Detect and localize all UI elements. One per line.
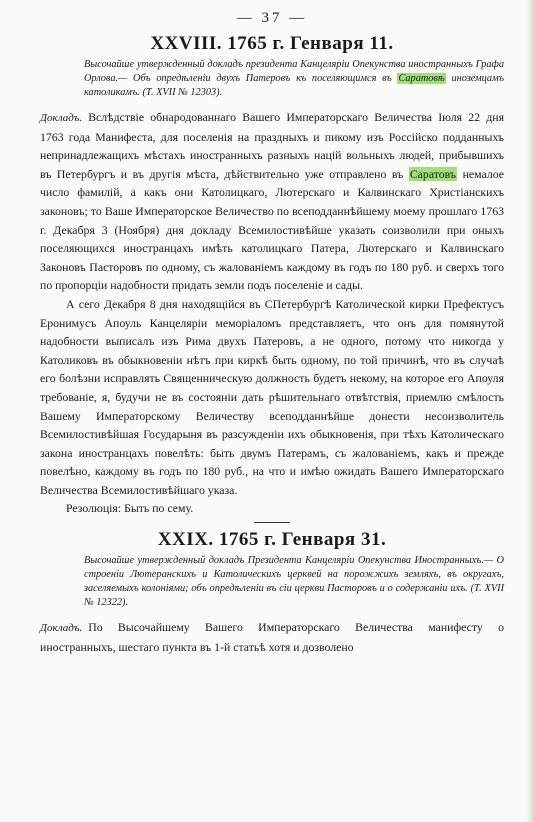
document-summary-xxviii	[84, 58, 504, 100]
highlighted-word: Саратовъ	[409, 166, 457, 181]
summary-text: иноземцамъ католикамъ. (Т. XVII № 12303).	[84, 73, 504, 98]
document-heading-xxix: XXIX. 1765 г. Генваря 31.	[157, 529, 387, 551]
summary-text: Высочайше утвержденный докладъ президента Канцеляріи Опекунства иностранныхъ Графа Орлова.— Объ опредѣленіи двухъ Патеровъ къ поселяющимся въ	[84, 59, 504, 84]
report-paragraph: А сего Декабря 8 дня находящійся въ СПетербургѣ Католической кирки Префектусъ Еронимусъ Апоуль Канцеляріи меморіаломъ представляетъ, что онъ для помянутой надобности выписалъ изъ Рима двухъ Патеровъ, а не одного, потому что никогда у Католиковъ въ обыкновеніи нѣтъ при киркѣ быть одному, по той причинѣ, что въ случаѣ его болѣзни исправлять Священническую должность будетъ некому, на которое его Апоуля требованіе, я, будучи не въ состояніи дать рѣшительнаго отвѣтствія, приемлю смѣлость Вашему Императорскому Величеству всеподданнѣйше донести несоизволитель Всемилостивѣйшая Государыня въ разсужденіи ихъ обыкновенія, при тѣхъ Католическаго закона иностранцахъ повелѣть: быть двумъ Патерамъ, съ жалованіемъ, какъ и прежде повелѣно, каждому въ годъ по 180 руб., на что и имѣю ожидать Вашего Императорскаго Величества Всемилостивѣйшаго указа.	[40, 296, 504, 497]
paragraph-text: Вслѣдствіе обнародованнаго Вашего Императорскаго Величества Іюля 22 дня 1763 года Манифеста, для поселенія на праздныхъ и пикому изъ Россійско подданныхъ непринадлежащихъ мѣстахъ иностранныхъ разныхъ націй вольныхъ людей, прибывшихъ въ Петербургъ и въ другія мѣста, дѣйствительно уже отправлено въ	[40, 110, 504, 181]
paragraph-text: немалое число фамилій, а какъ они Католицкаго, Лютерскаго и Калвинскаго Христіанскихъ законовъ; то Ваше Императорское Величество по всеподданнѣйшему моему прошлаго 1763 г. Декабря 3 (Ноября) дня докладу Всемилостивѣйше указать соизволили при оныхъ поселяющихся иностранцахъ имѣть католицкаго Патера, Лютерскаго и Калвинскаго Законовъ Пасторовъ по одному, съ жалованіемъ каждому въ годъ по 180 руб. и сверхъ того по пропорціи надобности придать земли подъ поселеніе и сады.	[40, 166, 505, 293]
report-paragraph	[40, 108, 504, 295]
section-tag: Докладъ.	[40, 112, 83, 124]
paragraph-text: По Высочайшему Вашего Императорскаго Величества манифесту о иностранныхъ, шестаго пункта въ 1-й статьѣ хотя и дозволено	[40, 620, 504, 654]
section-tag: Докладъ.	[40, 622, 83, 635]
document-summary-xxix: Высочайше утвержденный докладъ Президента Канцеляріи Опекунства Иностранныхъ.— О строеніи Лютеранскихъ и Католическихъ церквей на порожжихъ земляхъ, въ округахъ, заселяемыхъ колоніями; объ опредѣленіи въ сіи церкви Пасторовъ и о содержаніи ихъ. (Т. XVII № 12322).	[84, 555, 504, 609]
document-heading-xxviii: XXVIII. 1765 г. Генваря 11.	[150, 33, 394, 54]
page-number: — 37 —	[236, 10, 308, 26]
resolution-line: Резолюція: Быть по сему.	[66, 501, 194, 516]
section-divider	[254, 522, 290, 523]
highlighted-word: Саратовѣ	[398, 73, 445, 84]
report-paragraph	[40, 618, 504, 656]
